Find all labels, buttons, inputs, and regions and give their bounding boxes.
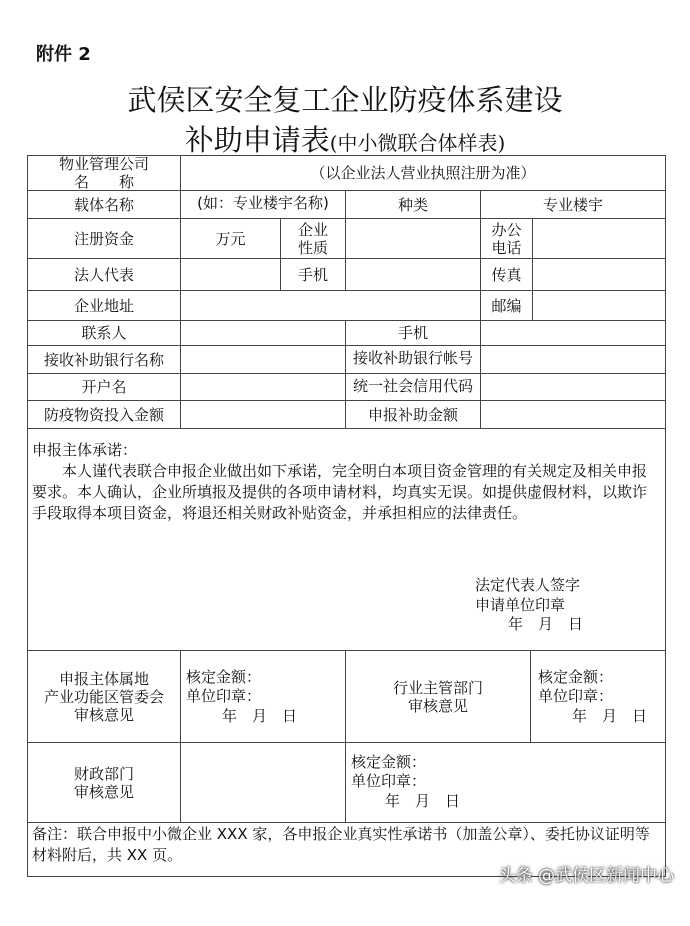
- finance-review-blank[interactable]: [180, 742, 346, 823]
- approved-amount-label: 核定金额：: [186, 668, 262, 686]
- contact-mobile-field[interactable]: [480, 320, 666, 346]
- unit-seal-label: 单位印章：: [351, 772, 427, 790]
- investment-label: 防疫物资投入金额: [27, 400, 181, 429]
- label-line: 审核意见: [73, 782, 134, 801]
- carrier-name-field[interactable]: (如：专业楼宇名称): [180, 190, 346, 219]
- unit-seal-label: 单位印章：: [538, 687, 614, 705]
- applicant-seal-label: 申请单位印章: [475, 596, 566, 614]
- mobile-label: 手机: [280, 258, 346, 291]
- fax-field[interactable]: [532, 258, 666, 291]
- bank-account-label: 接收补助银行帐号: [345, 345, 481, 374]
- address-label: 企业地址: [27, 290, 181, 321]
- account-name-label: 开户名: [27, 373, 181, 401]
- subsidy-label: 申报补助金额: [345, 400, 481, 429]
- capital-label: 注册资金: [27, 218, 181, 259]
- review-date: 年 月 日: [385, 792, 461, 810]
- company-name-label: [27, 155, 181, 191]
- bank-name-field[interactable]: [180, 345, 346, 374]
- subtitle-main: 补助申请表: [184, 123, 330, 157]
- type-value[interactable]: 专业楼宇: [480, 190, 666, 219]
- fax-label: 传真: [480, 258, 533, 291]
- subsidy-field[interactable]: [480, 400, 666, 429]
- address-field[interactable]: [180, 290, 481, 321]
- legal-rep-label: 法人代表: [27, 258, 181, 291]
- label-line: 申报主体属地: [58, 669, 149, 688]
- postcode-field[interactable]: [532, 290, 666, 321]
- watermark: 头条 @武侯区新闻中心: [498, 866, 674, 886]
- legal-rep-field[interactable]: [180, 258, 281, 291]
- label-line: 财政部门: [73, 764, 134, 783]
- form-subtitle: [0, 118, 690, 159]
- legal-rep-signature-label: 法定代表人签字: [475, 576, 581, 594]
- label-line: 审核意见: [73, 705, 134, 724]
- attachment-label: 附件 2: [36, 44, 91, 65]
- subtitle-suffix: (中小微联合体样表): [329, 131, 506, 155]
- review-date: 年 月 日: [572, 707, 648, 725]
- bank-account-field[interactable]: [480, 345, 666, 374]
- investment-field[interactable]: [180, 400, 346, 429]
- capital-field[interactable]: 万元: [180, 218, 281, 259]
- office-phone-label: 办公电话: [480, 218, 533, 259]
- approved-amount-label: 核定金额：: [351, 753, 427, 771]
- unit-seal-label: 单位印章：: [186, 687, 262, 705]
- nature-field[interactable]: [345, 218, 481, 259]
- commitment-heading: 申报主体承诺：: [32, 441, 138, 459]
- commitment-body: 本人谨代表联合申报企业做出如下承诺，完全明白本项目资金管理的有关规定及相关申报要求。本人确认，企业所填报及提供的各项申请材料，均真实无误。如提供虚假材料，以欺诈手段取得本项目资金，将退还相关财政补贴资金，并承担相应的法律责任。: [32, 462, 648, 522]
- label-line: 物业管理公司: [58, 155, 149, 173]
- nature-label: 企业性质: [280, 218, 346, 259]
- company-name-field[interactable]: （以企业法人营业执照注册为准）: [180, 155, 666, 191]
- label-line: 审核意见: [407, 696, 468, 715]
- contact-label: 联系人: [27, 320, 181, 346]
- contact-field[interactable]: [180, 320, 346, 346]
- contact-mobile-label: 手机: [345, 320, 481, 346]
- district-review-label: [27, 650, 181, 743]
- bank-name-label: 接收补助银行名称: [27, 345, 181, 374]
- office-phone-field[interactable]: [532, 218, 666, 259]
- industry-review-label: [345, 650, 531, 743]
- label-line: 产业功能区管委会: [43, 687, 164, 706]
- type-label: 种类: [345, 190, 481, 219]
- postcode-label: 邮编: [480, 290, 533, 321]
- note-text: 备注：联合申报中小微企业 XXX 家，各申报企业真实性承诺书（加盖公章）、委托协议证明等材料附后，共 XX 页。: [32, 825, 650, 864]
- label-line: 名 称: [73, 173, 134, 191]
- commitment-date: 年 月 日: [508, 615, 584, 633]
- label-line: 行业主管部门: [392, 678, 483, 697]
- finance-review-label: [27, 742, 181, 823]
- mobile-field[interactable]: [345, 258, 481, 291]
- account-name-field[interactable]: [180, 373, 346, 401]
- review-date: 年 月 日: [222, 707, 298, 725]
- carrier-name-label: 载体名称: [27, 190, 181, 219]
- credit-code-label: 统一社会信用代码: [345, 373, 481, 401]
- approved-amount-label: 核定金额：: [538, 668, 614, 686]
- form-title: 武侯区安全复工企业防疫体系建设: [127, 83, 563, 117]
- credit-code-field[interactable]: [480, 373, 666, 401]
